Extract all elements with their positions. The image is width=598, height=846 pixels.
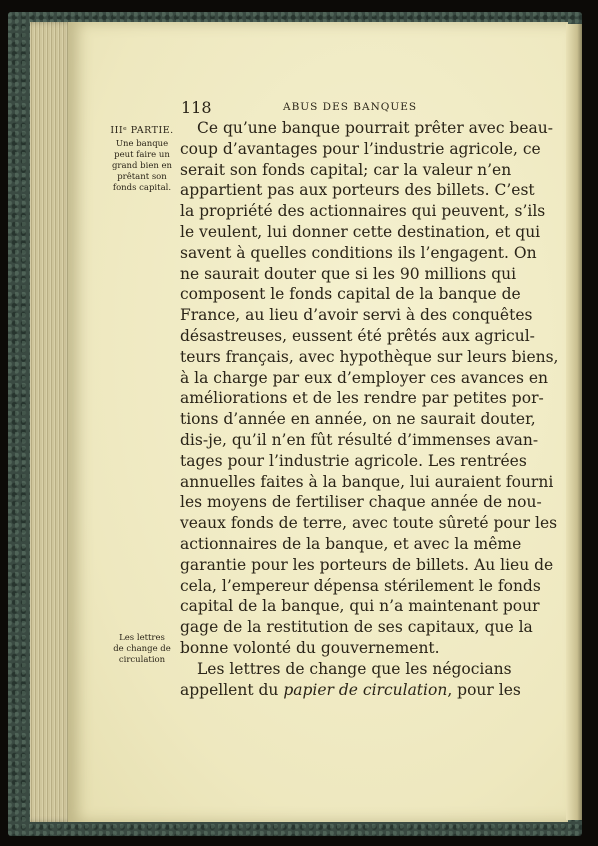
body-text: [180, 118, 559, 700]
text-line: améliorations et de les rendre par petites por-: [180, 389, 544, 408]
text-line: dis-je, qu’il n’en fût résulté d’immenses avan-: [180, 430, 539, 449]
text-line: annuelles faites à la banque, lui auraient fourni: [180, 472, 554, 491]
text-line: gage de la restitution de ses capitaux, que la: [180, 618, 533, 637]
text-line: France, au lieu d’avoir servi à des conquêtes: [180, 306, 533, 325]
paragraph-2: [180, 659, 521, 701]
text-line-composite: [180, 680, 521, 701]
text-line: la propriété des actionnaires qui peuvent, s’ils: [180, 202, 546, 221]
text-line: le veulent, lui donner cette destination, et qui: [180, 222, 541, 241]
margin-note-line: fonds capital.: [112, 183, 172, 193]
text-line: tages pour l’industrie agricole. Les rentrées: [180, 451, 527, 470]
margin-note-line: de change de: [113, 644, 171, 654]
text-line: actionnaires de la banque, et avec la même: [180, 534, 522, 553]
text-line: capital de la banque, qui n’a maintenant pour: [180, 597, 540, 616]
page-header: [0, 98, 598, 116]
page-right-edge: [566, 24, 582, 820]
text-line: cela, l’empereur dépensa stérilement le fonds: [180, 576, 541, 595]
margin-note-line: Les lettres: [119, 633, 165, 643]
margin-note-part: IIIᵉ PARTIE.: [110, 125, 174, 136]
italic-term: papier de circulation: [283, 680, 448, 699]
text-line: à la charge par eux d’employer ces avances en: [180, 368, 548, 387]
margin-note-1: [110, 139, 174, 194]
text-run: , pour les: [447, 680, 521, 699]
text-line: serait son fonds capital; car la valeur n’en: [180, 160, 512, 179]
text-line: désastreuses, eussent été prêtés aux agricul-: [180, 326, 535, 345]
text-line: Les lettres de change que les négocians: [197, 659, 512, 678]
page-number: 118: [181, 98, 212, 117]
text-line: garantie pour les porteurs de billets. Au lieu de: [180, 555, 554, 574]
text-run: appellent du: [180, 680, 284, 699]
text-line: teurs français, avec hypothèque sur leurs biens,: [180, 347, 559, 366]
margin-note-line: peut faire un: [114, 150, 170, 160]
margin-note-line: Une banque: [115, 139, 169, 149]
text-line: composent le fonds capital de la banque de: [180, 285, 521, 304]
text-line: Ce qu’une banque pourrait prêter avec beau-: [197, 119, 553, 137]
margin-note-line: prêtant son: [117, 172, 167, 182]
running-head: ABUS DES BANQUES: [283, 101, 418, 113]
text-line: les moyens de fertiliser chaque année de nou-: [180, 493, 542, 512]
text-line: bonne volonté du gouvernement.: [180, 638, 440, 657]
margin-note-2: [110, 633, 174, 666]
paragraph-1: [180, 118, 559, 659]
margin-note-line: grand bien en: [111, 161, 173, 171]
text-line: ne saurait douter que si les 90 millions qui: [180, 264, 517, 283]
text-line: tions d’année en année, on ne saurait douter,: [180, 410, 536, 429]
text-line: appartient pas aux porteurs des billets. C’est: [180, 181, 535, 200]
text-line: veaux fonds de terre, avec toute sûreté pour les: [180, 514, 558, 533]
margin-note-line: circulation: [118, 655, 166, 665]
text-line: savent à quelles conditions ils l’engagent. On: [180, 243, 537, 262]
text-line: coup d’avantages pour l’industrie agricole, ce: [180, 139, 541, 158]
